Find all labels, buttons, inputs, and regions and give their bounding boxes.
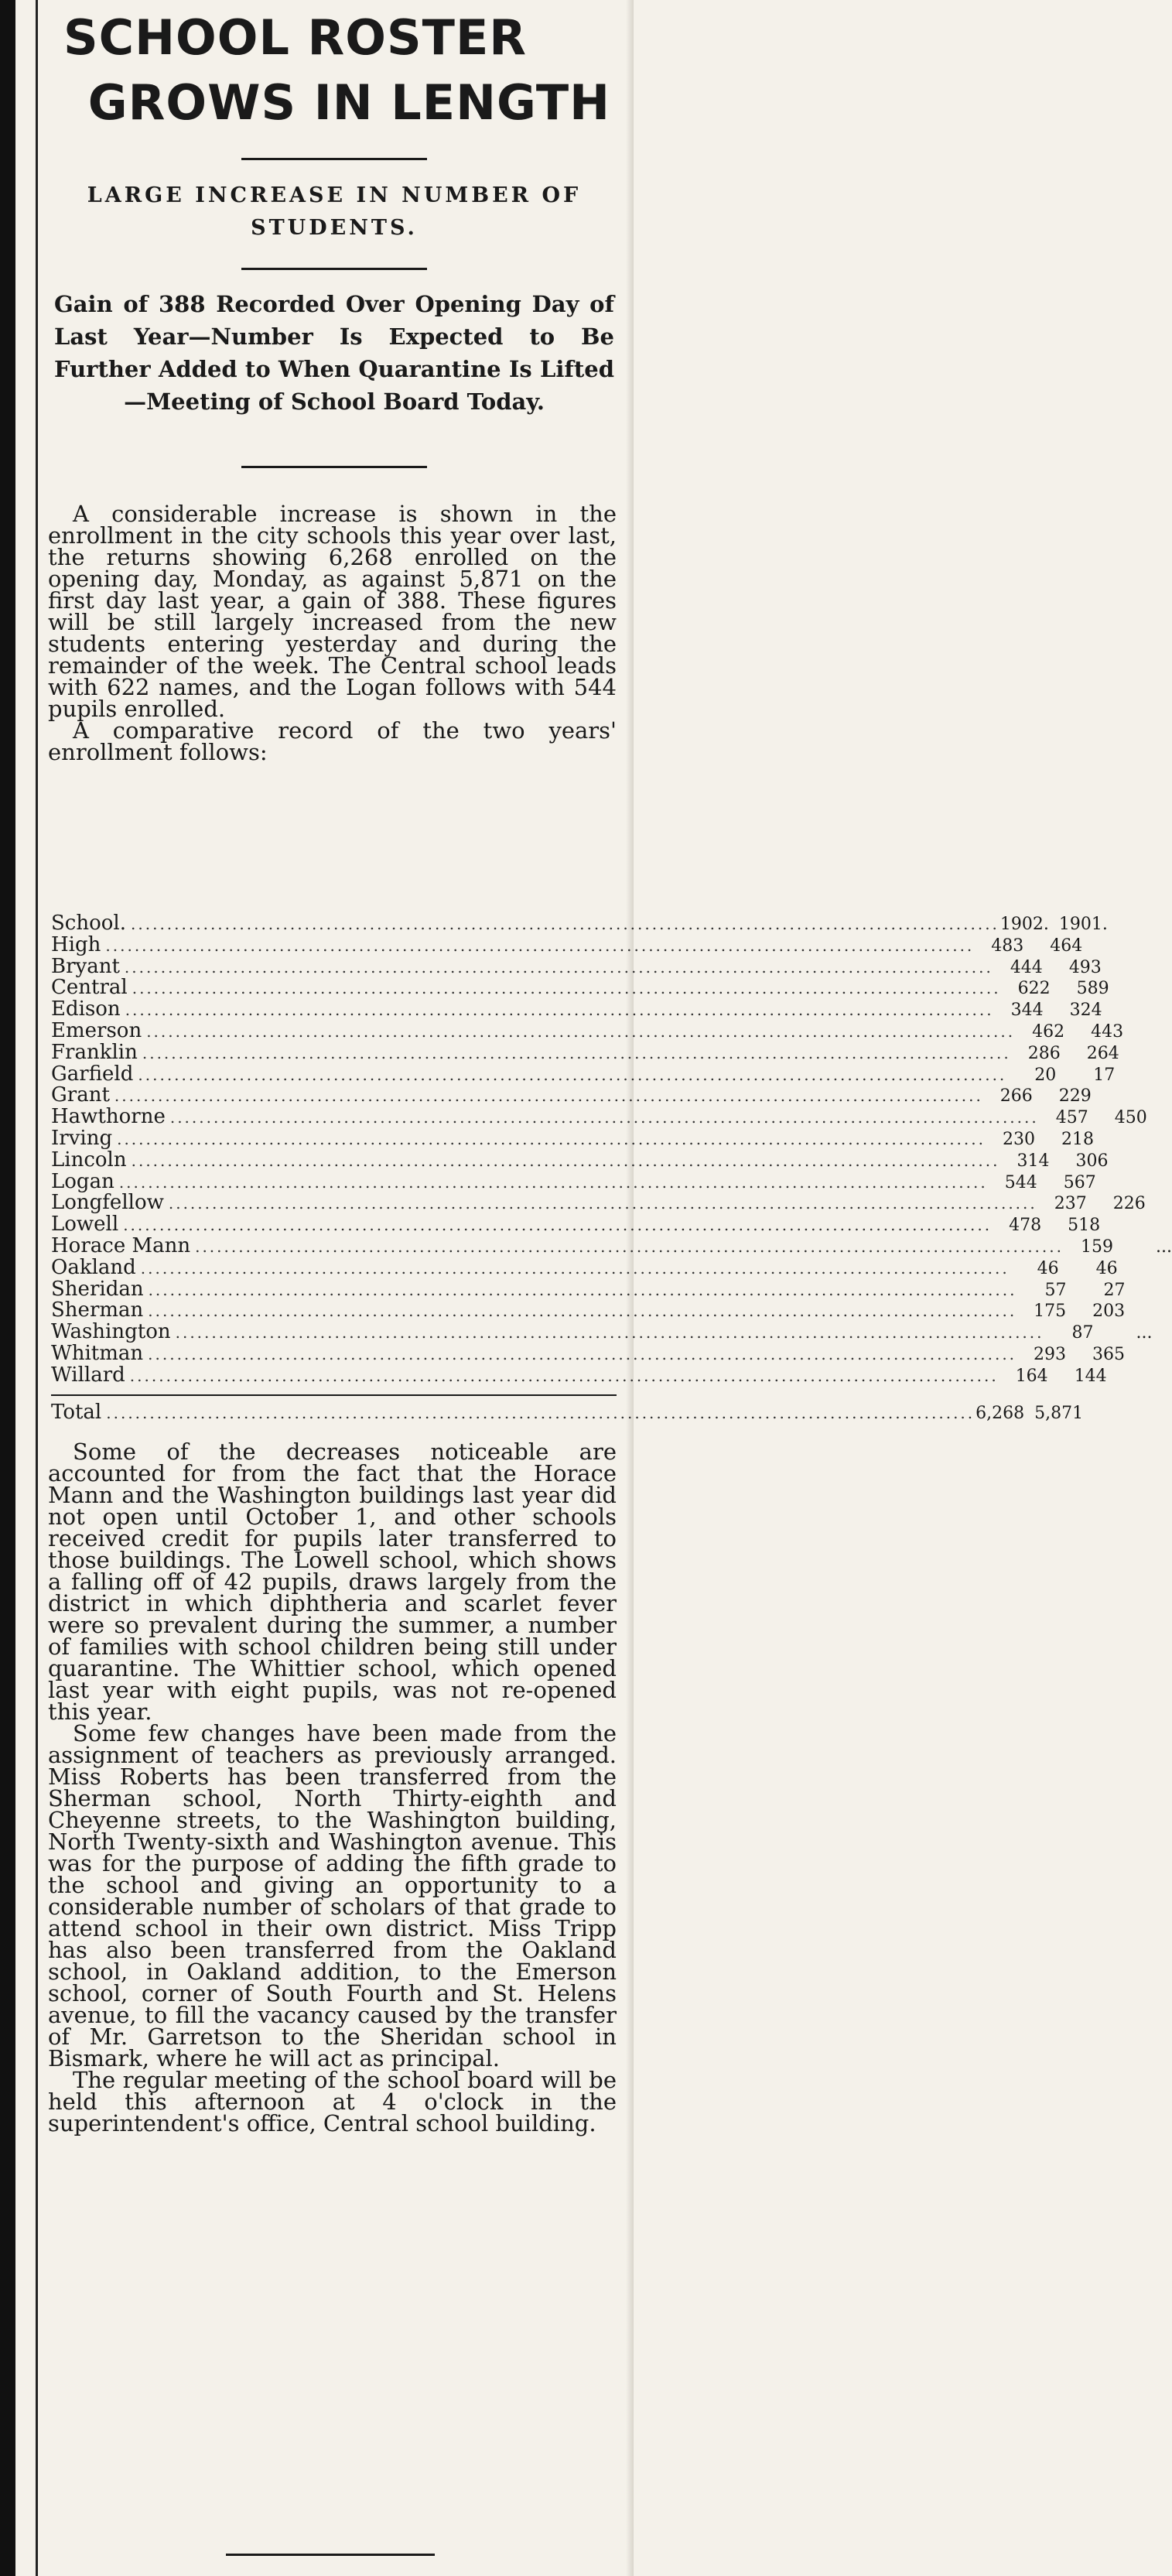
- leader-dots: ........................................................................................................................: [142, 1043, 1011, 1062]
- paragraph: A considerable increase is shown in the enrollment in the city schools this year over last, the returns showing 6,268 enrolled on the opening day, Monday, as against 5,871 on the first day last year, a gain of 388. These figures will be still largely increased from the new students entering yesterday and during the remainder of the week. The Central school leads with 622 names, and the Logan follows with 544 pupils enrolled.: [48, 501, 617, 722]
- table-row: [51, 1298, 1126, 1322]
- leader-dots: ........................................................................................................................: [117, 1129, 986, 1148]
- table-row: [51, 1341, 1126, 1365]
- body-text: [48, 1441, 617, 2134]
- enrollment-1901: 450: [1114, 1108, 1147, 1128]
- header-school: School.: [51, 912, 127, 935]
- table-row: [51, 1255, 1118, 1279]
- table-row: [51, 1126, 1094, 1150]
- headline-line-1: SCHOOL ROSTER: [63, 9, 528, 66]
- enrollment-1902: 266: [999, 1086, 1033, 1107]
- table-rows: [51, 932, 1172, 1387]
- school-name: Central: [51, 976, 128, 1000]
- header-1901: 1901.: [1058, 915, 1108, 934]
- divider: [241, 268, 427, 270]
- enrollment-1902: 175: [1034, 1302, 1067, 1322]
- enrollment-1901: 518: [1068, 1216, 1101, 1236]
- table-row: [51, 1169, 1096, 1193]
- school-name: Oakland: [51, 1255, 136, 1279]
- enrollment-1902: 478: [1009, 1216, 1042, 1236]
- school-name: Franklin: [51, 1040, 138, 1064]
- enrollment-1901: 27: [1103, 1280, 1126, 1300]
- enrollment-1901: 264: [1086, 1043, 1119, 1063]
- table-row: [51, 1213, 1101, 1237]
- article-column: [48, 0, 1172, 2576]
- school-name: Irving: [51, 1126, 113, 1150]
- leader-dots: ........................................................................................................................: [148, 1280, 1017, 1299]
- leader-dots: ........................................................................................................................: [132, 979, 1001, 998]
- table-row: [51, 1062, 1116, 1086]
- school-name: Willard: [51, 1363, 125, 1387]
- enrollment-1901: 203: [1092, 1302, 1126, 1322]
- school-name: Logan: [51, 1169, 114, 1193]
- school-name: Garfield: [51, 1062, 134, 1086]
- table-row: [51, 1040, 1119, 1064]
- leader-dots: ........................................................................................................................: [105, 936, 975, 955]
- enrollment-1902: 164: [1015, 1366, 1048, 1386]
- enrollment-1901: 443: [1091, 1021, 1124, 1042]
- table-row: [51, 976, 1109, 1000]
- school-name: Grant: [51, 1083, 110, 1107]
- summary-deck: Gain of 388 Recorded Over Opening Day of Last Year—Number Is Expected to Be Further Added to When Quarantine Is Lifted—Meeting of School Board Today.: [54, 291, 614, 415]
- divider: [241, 466, 427, 468]
- enrollment-1901: 229: [1058, 1086, 1092, 1107]
- enrollment-1901: 589: [1076, 979, 1109, 999]
- enrollment-table: [51, 912, 1172, 1424]
- enrollment-1902: 286: [1027, 1043, 1061, 1063]
- enrollment-1901: 144: [1074, 1366, 1107, 1386]
- table-row: [51, 1233, 1172, 1257]
- school-name: Sherman: [51, 1298, 144, 1322]
- intro-text: [48, 503, 617, 763]
- enrollment-1902: 159: [1080, 1237, 1113, 1257]
- table-row: [51, 1105, 1147, 1129]
- leader-dots: ........................................................................................................................: [131, 1151, 1000, 1170]
- table-row: [51, 932, 1083, 956]
- school-name: Bryant: [51, 954, 120, 978]
- enrollment-1901: 464: [1050, 936, 1083, 956]
- table-row: [51, 954, 1102, 978]
- column-rule: [36, 0, 38, 2576]
- school-name: Sheridan: [51, 1277, 144, 1301]
- school-name: Whitman: [51, 1341, 144, 1365]
- enrollment-1901: 218: [1061, 1129, 1094, 1149]
- subheadline: LARGE INCREASE IN NUMBER OF STUDENTS.: [87, 183, 582, 240]
- enrollment-1901: 226: [1112, 1194, 1146, 1214]
- paragraph: A comparative record of the two years' enrollment follows:: [48, 717, 617, 765]
- headline-line-2: GROWS IN LENGTH: [87, 74, 610, 131]
- enrollment-1901: 324: [1069, 1001, 1102, 1021]
- enrollment-1901: 17: [1093, 1065, 1116, 1085]
- table-header: [51, 912, 1108, 935]
- total-divider: [51, 1394, 617, 1396]
- page-edge: [0, 0, 15, 2576]
- enrollment-1901: ...: [1156, 1237, 1172, 1257]
- leader-dots: ........................................................................................................................: [140, 1258, 1010, 1278]
- paragraph: Some of the decreases noticeable are accounted for from the fact that the Horace Mann and the Washington buildings last year did not open until October 1, and other schools received credit for pupils later transferred to those buildings. The Lowell school, which shows a falling off of 42 pupils, draws largely from the district in which diphtheria and scarlet fever were so prevalent during the summer, a number of families with school children being still under quarantine. The Whittier school, which opened last year with eight pupils, was not re-opened this year.: [48, 1439, 617, 1725]
- enrollment-1902: 237: [1054, 1194, 1087, 1214]
- leader-dots: ........................................................................................................................: [125, 1001, 994, 1020]
- enrollment-1901: 493: [1068, 957, 1102, 977]
- enrollment-1902: 314: [1017, 1151, 1050, 1171]
- end-rule: [226, 2554, 435, 2556]
- enrollment-1902: 46: [1037, 1258, 1059, 1278]
- leader-dots: ........................................................................................................................: [148, 1344, 1017, 1363]
- leader-dots: ........................................................................................................................: [175, 1323, 1044, 1343]
- table-row: [51, 1148, 1109, 1172]
- enrollment-1902: 57: [1044, 1280, 1067, 1300]
- table-row: [51, 1363, 1107, 1387]
- table-row: [51, 1320, 1153, 1344]
- leader-dots: ........................................................................................................................: [123, 1216, 993, 1235]
- school-name: Lincoln: [51, 1148, 127, 1172]
- leader-dots: ........................................................................................................................: [146, 1021, 1016, 1041]
- enrollment-1902: 344: [1010, 1001, 1044, 1021]
- enrollment-1902: 457: [1055, 1108, 1088, 1128]
- school-name: Horace Mann: [51, 1233, 191, 1257]
- school-name: Edison: [51, 997, 121, 1021]
- enrollment-1902: 483: [991, 936, 1024, 956]
- table-row: [51, 997, 1102, 1021]
- leader-dots: ........................................................................................................................: [138, 1065, 1007, 1084]
- school-name: Longfellow: [51, 1191, 164, 1215]
- table-row: [51, 1083, 1092, 1107]
- enrollment-1902: 87: [1071, 1323, 1094, 1343]
- total-row: [51, 1400, 1084, 1424]
- leader-dots: ........................................................................................................................: [106, 1403, 976, 1422]
- enrollment-1901: 365: [1092, 1344, 1126, 1364]
- enrollment-1902: 444: [1010, 957, 1043, 977]
- leader-dots: ........................................................................................................................: [124, 957, 993, 977]
- enrollment-1901: ...: [1136, 1323, 1153, 1343]
- leader-dots: ........................................................................................................................: [148, 1302, 1017, 1321]
- school-name: Hawthorne: [51, 1105, 166, 1129]
- school-name: Emerson: [51, 1018, 142, 1042]
- total-1901: 5,871: [1034, 1403, 1084, 1423]
- enrollment-1902: 20: [1034, 1065, 1057, 1085]
- total-1902: 6,268: [976, 1403, 1025, 1423]
- paragraph: Some few changes have been made from the assignment of teachers as previously arranged. Miss Roberts has been transferred from the Sherman school, North Thirty-eighth and Cheyenne streets, to the Washington building, North Twenty-sixth and Washington avenue. This was for the purpose of adding the fifth grade to the school and giving an opportunity to a considerable number of scholars of that grade to attend school in their own district. Miss Tripp has also been transferred from the Oakland school, in Oakland addition, to the Emerson school, corner of South Fourth and St. Helens avenue, to fill the vacancy caused by the transfer of Mr. Garretson to the Sheridan school in Bismark, where he will act as principal.: [48, 1720, 617, 2071]
- leader-dots: ........................................................................................................................: [195, 1237, 1064, 1256]
- enrollment-1901: 306: [1075, 1151, 1109, 1171]
- school-name: Washington: [51, 1320, 171, 1344]
- leader-dots: ........................................................................................................................: [131, 915, 999, 933]
- table-row: [51, 1191, 1146, 1215]
- enrollment-1902: 544: [1004, 1172, 1037, 1192]
- enrollment-1901: 567: [1063, 1172, 1096, 1192]
- school-name: Lowell: [51, 1213, 119, 1237]
- leader-dots: ........................................................................................................................: [169, 1108, 1039, 1127]
- enrollment-1902: 293: [1034, 1344, 1067, 1364]
- enrollment-1902: 462: [1032, 1021, 1065, 1042]
- header-1902: 1902.: [999, 915, 1049, 934]
- leader-dots: ........................................................................................................................: [129, 1366, 999, 1385]
- leader-dots: ........................................................................................................................: [168, 1194, 1037, 1213]
- enrollment-1902: 622: [1017, 979, 1051, 999]
- table-row: [51, 1018, 1124, 1042]
- leader-dots: ........................................................................................................................: [118, 1172, 988, 1192]
- divider: [241, 158, 427, 160]
- enrollment-1901: 46: [1095, 1258, 1118, 1278]
- school-name: High: [51, 932, 101, 956]
- paragraph: The regular meeting of the school board will be held this afternoon at 4 o'clock in the superintendent's office, Central school building.: [48, 2067, 617, 2136]
- total-label: Total: [51, 1400, 102, 1424]
- leader-dots: ........................................................................................................................: [114, 1086, 983, 1106]
- enrollment-1902: 230: [1002, 1129, 1035, 1149]
- table-row: [51, 1277, 1126, 1301]
